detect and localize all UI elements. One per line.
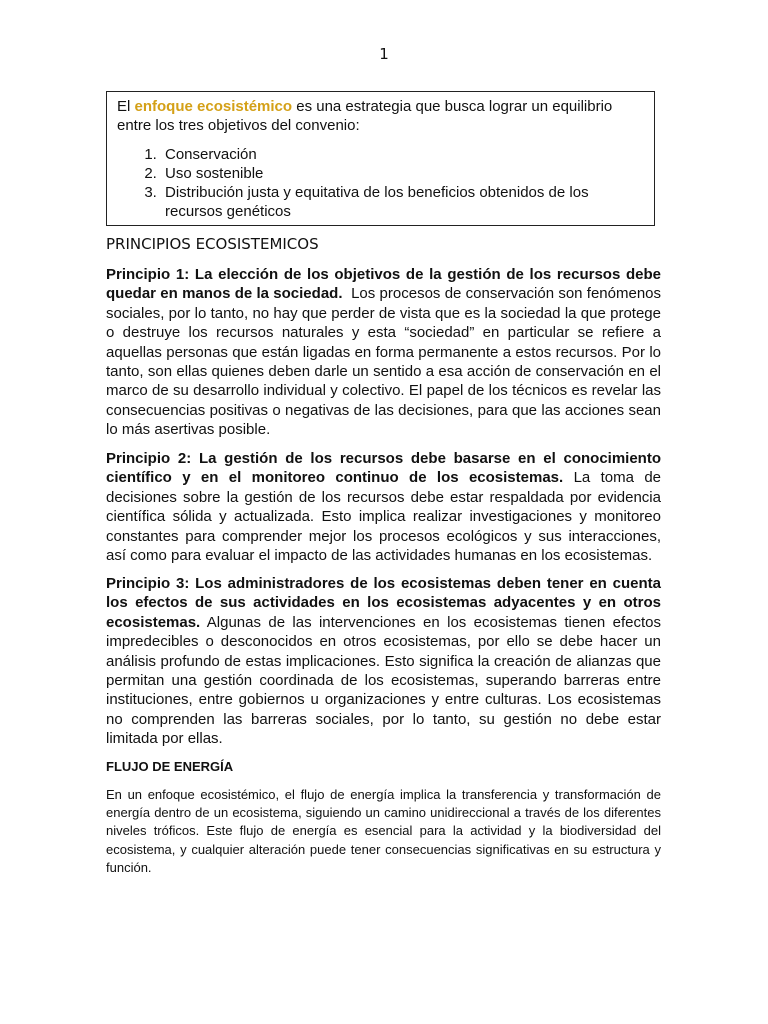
principle-2 <box>106 449 661 565</box>
principle-2-text: La toma de decisiones sobre la gestión de los recursos debe estar respaldada por evidencia científica sólida y actualizada. Esto implica realizar investigaciones y monitoreo constantes para comprender mejor los procesos ecológicos y sus interacciones, así como para evaluar el impacto de las actividades humanas en los ecosistemas. <box>106 469 662 565</box>
objectives-list <box>117 145 644 221</box>
principle-3-title: Principio 3: Los administradores de los ecosistemas deben tener en cuenta los efectos de sus actividades en los ecosistemas adyacentes y en otros ecosistemas. <box>106 575 661 631</box>
intro-highlight: enfoque ecosistémico <box>134 98 293 115</box>
objective-item: 1. Conservación <box>161 145 644 164</box>
principle-3 <box>106 574 661 749</box>
intro-before: El <box>117 98 135 115</box>
flujo-title: FLUJO DE ENERGÍA <box>106 759 234 774</box>
intro-box <box>106 91 655 226</box>
intro-paragraph <box>117 97 644 135</box>
principle-1 <box>106 265 661 440</box>
principle-1-text: Los procesos de conservación son fenómenos sociales, por lo tanto, no hay que perder de vista que es la sociedad la que protege o destruye los recursos naturales y esta “sociedad” en particular se refiere a aquellas personas que están ligadas en forma permanente a estos recursos. Por lo tanto, son ellas quienes deben darle un sentido a esa acción de conservación en el marco de su desarrollo individual y colectivo. El papel de los técnicos es revelar las consecuencias positivas o negativas de las decisiones, para que las acciones sean lo más asertivas posible. <box>106 285 662 439</box>
page-number: 1 <box>379 45 389 63</box>
objective-item: 2. Uso sostenible <box>161 164 644 183</box>
section-title: PRINCIPIOS ECOSISTEMICOS <box>106 235 319 253</box>
objective-item: 3. Distribución justa y equitativa de los beneficios obtenidos de los recursos genéticos <box>161 183 644 221</box>
flujo-text: En un enfoque ecosistémico, el flujo de energía implica la transferencia y transformación de energía dentro de un ecosistema, siguiendo un camino unidireccional a través de los diferentes niveles tróficos. Este flujo de energía es esencial para la actividad y la biodiversidad del ecosistema, y cualquier alteración puede tener consecuencias significativas en su estructura y función. <box>106 787 661 875</box>
principle-2-title: Principio 2: La gestión de los recursos debe basarse en el conocimiento científico y en el monitoreo continuo de los ecosistemas. <box>106 450 661 487</box>
principle-1-title: Principio 1: La elección de los objetivos de la gestión de los recursos debe quedar en manos de la sociedad. <box>106 266 661 303</box>
intro-after: es una estrategia que busca lograr un equilibrio entre los tres objetivos del convenio: <box>117 98 613 134</box>
principle-3-text: Algunas de las intervenciones en los ecosistemas tienen efectos impredecibles o desconocidos en otros ecosistemas, por ello se debe hacer un análisis profundo de estas implicaciones. Esto significa la creación de alianzas que permitan una gestión coordinada de los ecosistemas, superando barreras entre instituciones, entre gobiernos u organizaciones y entre culturas. Los ecosistemas no comprenden las barreras sociales, por lo tanto, su gestión no debe estar limitada por ellas. <box>106 613 661 748</box>
